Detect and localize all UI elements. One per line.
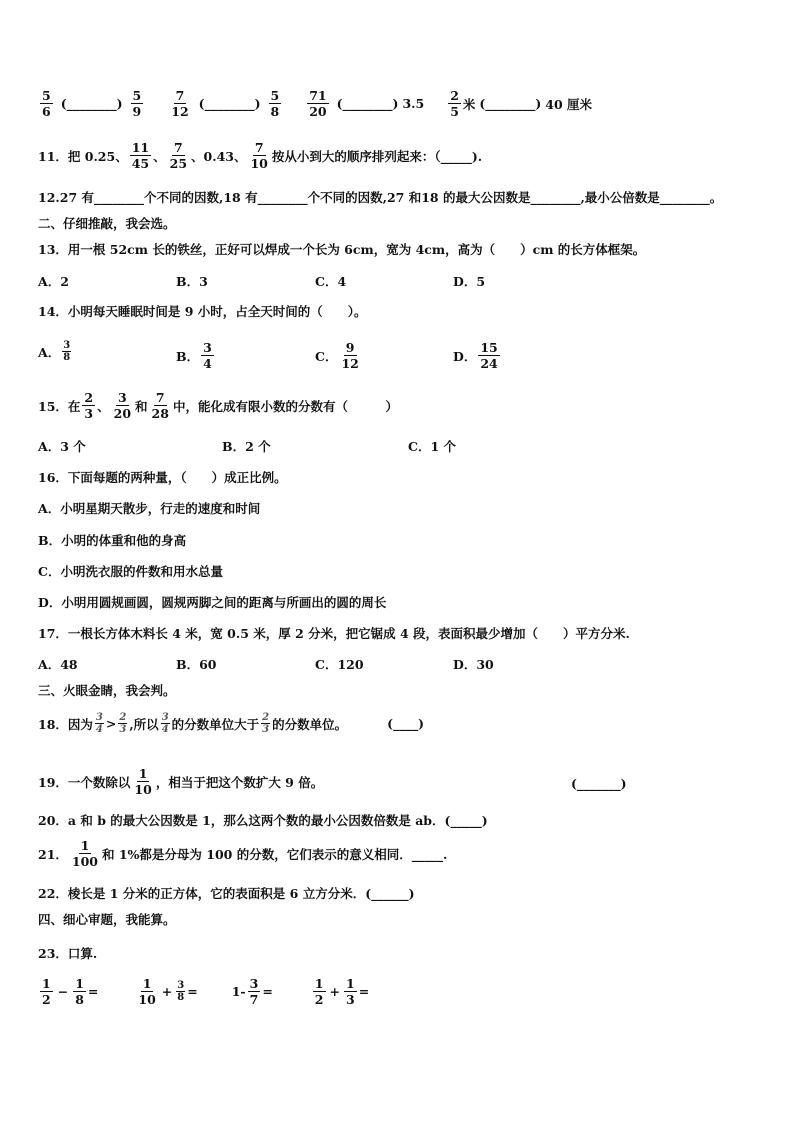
option-b[interactable]: B．3 (176, 274, 208, 289)
question-text: 和 1%都是分母为 100 的分数，它们表示的意义相同．_____. (102, 846, 448, 862)
option-a[interactable]: A．3 个 (38, 439, 86, 454)
answer-blank[interactable]: (________) (60, 96, 123, 111)
fraction: 1 2 (314, 976, 324, 1007)
fraction: 71 20 (309, 88, 327, 119)
fraction: 7 28 (151, 390, 169, 421)
option-c[interactable]: C．120 (315, 657, 364, 672)
answer-blank[interactable]: (________) (198, 96, 261, 111)
option-d[interactable]: D． 15 24 (453, 340, 498, 371)
q10-line (38, 88, 592, 119)
question-12: 12.27 有________个不同的因数,18 有________个不同的因数,27 和18 的最大公因数是________,最小公倍数是________。 (38, 190, 723, 205)
fraction: 1 100 (71, 838, 98, 869)
question-20: 20．a 和 b 的最大公因数是 1，那么这两个数的最小公因数倍数是 ab．(_____) (38, 813, 488, 828)
question-text: ，相当于把这个数扩大 9 倍。 (155, 774, 324, 790)
section-heading-4: 四、细心审题，我能算。 (38, 912, 176, 927)
fraction: 9 12 (341, 340, 359, 371)
fraction: 2 3 (119, 712, 127, 735)
unit-label: 米 (462, 96, 476, 112)
question-16: 16．下面每题的两种量，（ ）成正比例。 (38, 470, 287, 485)
equals-sign: = (187, 984, 198, 999)
question-21 (38, 838, 447, 869)
question-23: 23．口算. (38, 946, 98, 961)
question-18 (38, 712, 424, 735)
option-b[interactable]: B．60 (176, 657, 217, 672)
fraction: 15 24 (480, 340, 498, 371)
fraction: 2 5 (450, 88, 459, 119)
expression-3 (232, 976, 273, 1007)
fraction: 5 6 (42, 88, 51, 119)
fraction: 3 20 (113, 390, 132, 421)
number-value: 3.5 (402, 96, 425, 111)
question-text: ,所以 (129, 716, 159, 732)
equals-sign: = (358, 984, 370, 999)
question-19 (38, 766, 323, 797)
option-a[interactable]: A．2 (38, 274, 69, 289)
question-text: 中，能化成有限小数的分数有（ ） (172, 398, 398, 414)
separator: 和 (135, 398, 148, 414)
fraction: 7 25 (169, 140, 188, 171)
answer-blank[interactable]: (_______) (571, 776, 627, 791)
answer-blank[interactable]: (________) (479, 96, 542, 111)
comparison-sign: > (105, 716, 117, 731)
operand: 1- (231, 984, 246, 999)
question-17: 17．一根长方体木料长 4 米，宽 0.5 米，厚 2 分米，把它锯成 4 段，表面积最少增加（ ）平方分米. (38, 626, 630, 641)
separator: 、 (153, 148, 166, 164)
separator: 、0.43、 (191, 148, 247, 164)
fraction: 1 10 (134, 766, 152, 797)
fraction: $\frac{3}{7}$ (249, 976, 259, 1007)
fraction: 1 10 (138, 976, 156, 1007)
expression-2 (134, 976, 197, 1007)
option-c[interactable]: C． 9 12 (315, 340, 359, 371)
operator: + (161, 984, 173, 999)
separator: 、 (97, 398, 110, 414)
fraction: 3 4 (161, 712, 169, 735)
option-a[interactable]: A．小明星期天散步，行走的速度和时间 (38, 501, 261, 516)
fraction: 3 4 (203, 340, 212, 371)
mental-math-row (38, 976, 369, 1007)
question-text: 19．一个数除以 (38, 774, 131, 790)
expression-4 (311, 976, 369, 1007)
section-heading-3: 三、火眼金睛，我会判。 (38, 683, 176, 698)
fraction: 3 8 (63, 340, 71, 363)
fraction: 7 10 (250, 140, 268, 171)
question-14: 14．小明每天睡眠时间是 9 小时，占全天时间的（ ）。 (38, 304, 367, 319)
fraction: 2 3 (262, 712, 270, 735)
operator: − (57, 984, 69, 999)
answer-blank[interactable]: (________) (336, 96, 399, 111)
option-c[interactable]: C．4 (315, 274, 347, 289)
fraction: 5 8 (270, 88, 280, 119)
equals-sign: = (262, 984, 273, 999)
option-a[interactable]: A． 3 8 (38, 340, 71, 363)
expression-1 (38, 976, 98, 1007)
fraction: $\frac{1}{3}$ (345, 976, 355, 1007)
option-b[interactable]: B．2 个 (222, 439, 271, 454)
fraction: 7 12 (171, 88, 189, 119)
option-c[interactable]: C．小明洗衣服的件数和用水总量 (38, 564, 223, 579)
section-heading-2: 二、仔细推敲，我会选。 (38, 216, 176, 231)
question-15 (38, 390, 398, 421)
question-text: 11．把 0.25、 (38, 148, 128, 164)
fraction: 5 9 (132, 88, 142, 119)
unit-value: 40 厘米 (545, 96, 593, 112)
question-text: 的分数单位大于 (171, 716, 260, 732)
question-text: 18．因为 (38, 716, 93, 732)
option-b[interactable]: B． 3 4 (176, 340, 212, 371)
question-text: 的分数单位。 (272, 716, 348, 732)
question-text: 15．在 (38, 398, 81, 414)
option-d[interactable]: D．30 (453, 657, 494, 672)
fraction: 11 45 (131, 140, 150, 171)
option-c[interactable]: C．1 个 (408, 439, 456, 454)
fraction: 2 3 (84, 390, 94, 421)
option-d[interactable]: D．小明用圆规画圆，圆规两脚之间的距离与所画出的圆的周长 (38, 595, 387, 610)
question-13: 13．用一根 52cm 长的铁丝，正好可以焊成一个长为 6cm，宽为 4cm，高为（ ）cm 的长方体框架。 (38, 242, 646, 257)
answer-blank[interactable]: (____) (387, 716, 424, 731)
question-11 (38, 140, 482, 171)
question-22: 22．棱长是 1 分米的正方体，它的表面积是 6 立方分米．(______) (38, 886, 415, 901)
operator: + (329, 984, 340, 999)
option-d[interactable]: D．5 (453, 274, 486, 289)
fraction: 3 4 (95, 712, 103, 735)
fraction: $\frac{3}{8}$ (177, 980, 185, 1003)
equals-sign: = (87, 984, 99, 999)
fraction: $\frac{1}{8}$ (75, 976, 84, 1007)
question-text: 21． (38, 846, 68, 862)
fraction: 1 2 (42, 976, 51, 1007)
option-b[interactable]: B．小明的体重和他的身高 (38, 533, 187, 548)
option-a[interactable]: A．48 (38, 657, 78, 672)
question-text: 按从小到大的顺序排列起来：（_____). (271, 148, 483, 164)
